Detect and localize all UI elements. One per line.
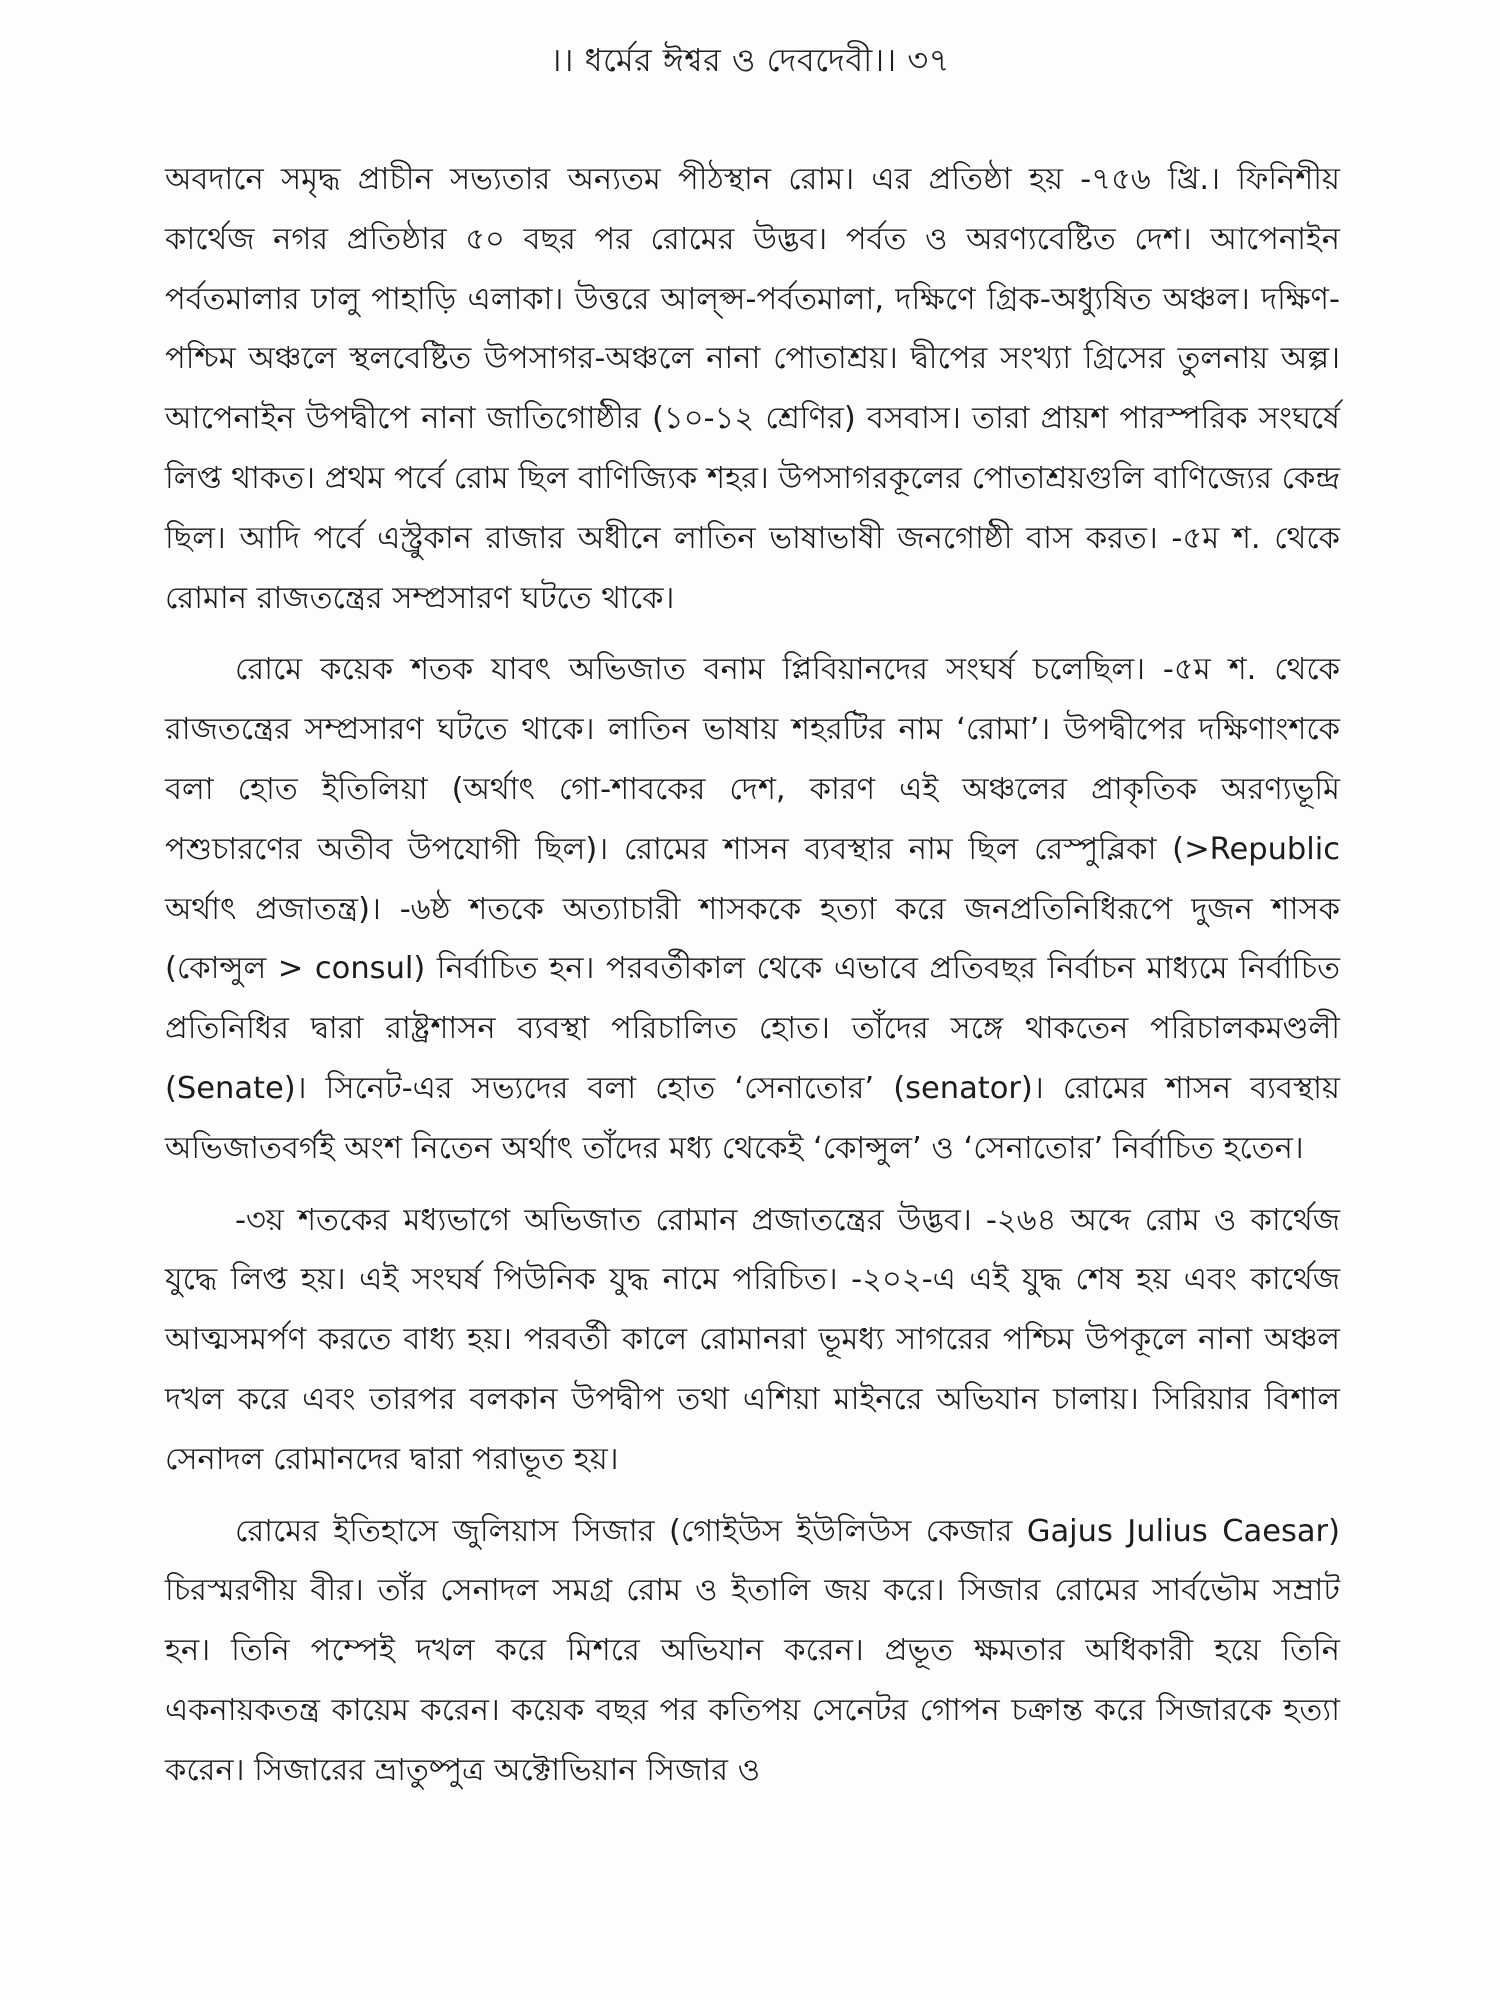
- paragraph-republic: রোমে কয়েক শতক যাবৎ অভিজাত বনাম প্লিবিয়ানদের সংঘর্ষ চলেছিল। -৫ম শ. থেকে রাজতন্ত্রের সম্প্রসারণ ঘটতে থাকে। লাতিন ভাষায় শহরটির নাম ‘রোমা’। উপদ্বীপের দক্ষিণাংশকে বলা হোত ইতিলিয়া (অর্থাৎ গো-শাবকের দেশ, কারণ এই অঞ্চলের প্রাকৃতিক অরণ্যভূমি পশুচারণের অতীব উপযোগী ছিল)। রোমের শাসন ব্যবস্থার নাম ছিল রেস্পুব্লিকা (>Republic অর্থাৎ প্রজাতন্ত্র)। -৬ষ্ঠ শতকে অত্যাচারী শাসককে হত্যা করে জনপ্রতিনিধিরূপে দুজন শাসক (কোন্সুল > consul) নির্বাচিত হন। পরবর্তীকাল থেকে এভাবে প্রতিবছর নির্বাচন মাধ্যমে নির্বাচিত প্রতিনিধির দ্বারা রাষ্ট্রশাসন ব্যবস্থা পরিচালিত হোত। তাঁদের সঙ্গে থাকতেন পরিচালকমণ্ডলী (Senate)। সিনেট-এর সভ্যদের বলা হোত ‘সেনাতোর’ (senator)। রোমের শাসন ব্যবস্থায় অভিজাতবর্গই অংশ নিতেন অর্থাৎ তাঁদের মধ্য থেকেই ‘কোন্সুল’ ও ‘সেনাতোর’ নির্বাচিত হতেন।: [165, 652, 1340, 1166]
- paragraph-rome-origins: অবদানে সমৃদ্ধ প্রাচীন সভ্যতার অন্যতম পীঠস্থান রোম। এর প্রতিষ্ঠা হয় -৭৫৬ খ্রি.। ফিনিশীয় কার্থেজ নগর প্রতিষ্ঠার ৫০ বছর পর রোমের উদ্ভব। পর্বত ও অরণ্যবেষ্টিত দেশ। আপেনাইন পর্বতমালার ঢালু পাহাড়ি এলাকা। উত্তরে আল্প্স-পর্বতমালা, দক্ষিণে গ্রিক-অধ্যুষিত অঞ্চল। দক্ষিণ-পশ্চিম অঞ্চলে স্থলবেষ্টিত উপসাগর-অঞ্চলে নানা পোতাশ্রয়। দ্বীপের সংখ্যা গ্রিসের তুলনায় অল্প। আপেনাইন উপদ্বীপে নানা জাতিগোষ্ঠীর (১০-১২ শ্রেণির) বসবাস। তারা প্রায়শ পারস্পরিক সংঘর্ষে লিপ্ত থাকত। প্রথম পর্বে রোম ছিল বাণিজ্যিক শহর। উপসাগরকূলের পোতাশ্রয়গুলি বাণিজ্যের কেন্দ্র ছিল। আদি পর্বে এস্ট্রুকান রাজার অধীনে লাতিন ভাষাভাষী জনগোষ্ঠী বাস করত। -৫ম শ. থেকে রোমান রাজতন্ত্রের সম্প্রসারণ ঘটতে থাকে।: [165, 162, 1340, 616]
- body-text: [165, 150, 1340, 1813]
- paragraph-punic-wars: -৩য় শতকের মধ্যভাগে অভিজাত রোমান প্রজাতন্ত্রের উদ্ভব। -২৬৪ অব্দে রোম ও কার্থেজ যুদ্ধে লিপ্ত হয়। এই সংঘর্ষ পিউনিক যুদ্ধ নামে পরিচিত। -২০২-এ এই যুদ্ধ শেষ হয় এবং কার্থেজ আত্মসমর্পণ করতে বাধ্য হয়। পরবর্তী কালে রোমানরা ভূমধ্য সাগরের পশ্চিম উপকূলে নানা অঞ্চল দখল করে এবং তারপর বলকান উপদ্বীপ তথা এশিয়া মাইনরে অভিযান চালায়। সিরিয়ার বিশাল সেনাদল রোমানদের দ্বারা পরাভূত হয়।: [165, 1202, 1340, 1477]
- running-header: ।। ধর্মের ঈশ্বর ও দেবদেবী।। ৩৭: [550, 41, 950, 79]
- paragraph-julius-caesar: রোমের ইতিহাসে জুলিয়াস সিজার (গোইউস ইউলিউস কেজার Gajus Julius Caesar) চিরস্মরণীয় বীর। তাঁর সেনাদল সমগ্র রোম ও ইতালি জয় করে। সিজার রোমের সার্বভৌম সম্রাট হন। তিনি পম্পেই দখল করে মিশরে অভিযান করেন। প্রভূত ক্ষমতার অধিকারী হয়ে তিনি একনায়কতন্ত্র কায়েম করেন। কয়েক বছর পর কতিপয় সেনেটর গোপন চক্রান্ত করে সিজারকে হত্যা করেন। সিজারের ভ্রাতুষ্পুত্র অক্টোভিয়ান সিজার ও: [165, 1513, 1340, 1788]
